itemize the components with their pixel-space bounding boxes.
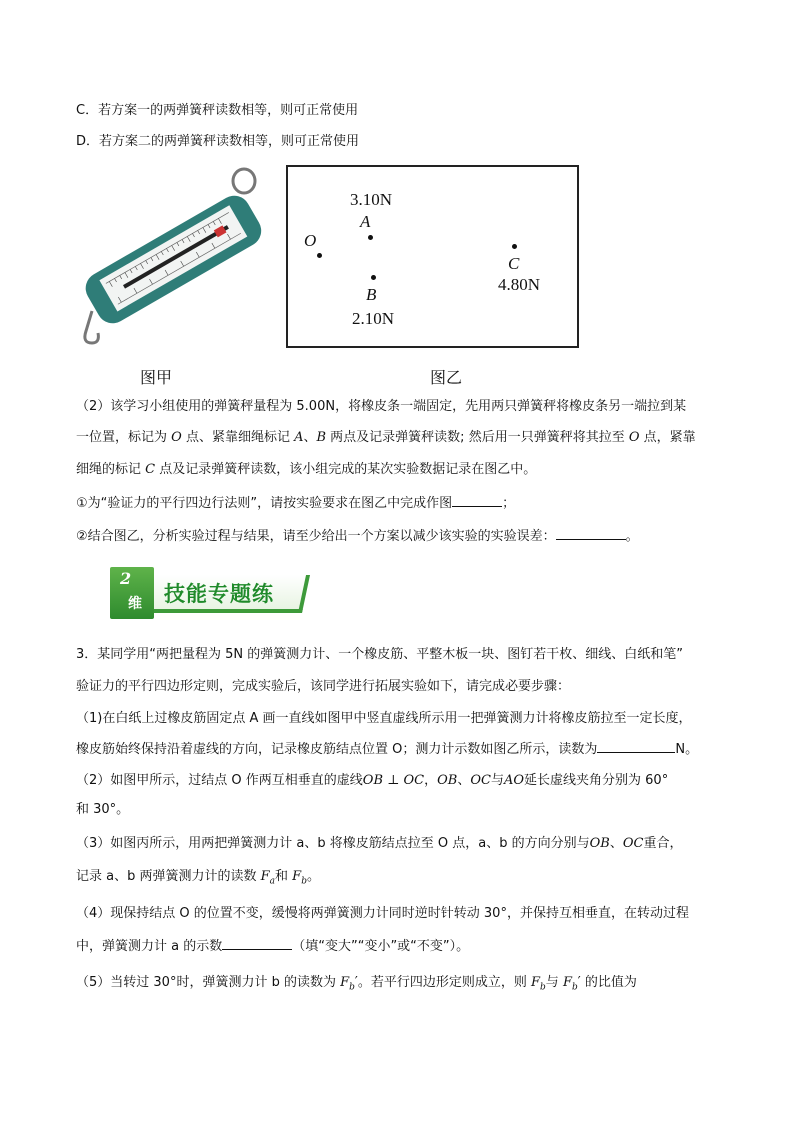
answer-blank[interactable] [222, 937, 292, 950]
q3-line-1: 3．某同学用“两把量程为 5N 的弹簧测力计、一个橡皮筋、平整木板一块、图钉若干枚、细线、白纸和笔” [76, 647, 684, 662]
q3-step-1b: 橡皮筋始终保持沿着虚线的方向，记录橡皮筋结点位置 O；测力计示数如图乙所示，读数为 N。 [76, 742, 699, 757]
point-b-dot [371, 275, 376, 280]
q2-line-2: 一位置，标记为 O 点、紧靠细绳标记 A、B 两点及记录弹簧秤读数; 然后用一只弹簧秤将其拉至 O 点，紧靠 [76, 430, 696, 445]
answer-blank[interactable] [597, 740, 675, 753]
q2-sub-2: ②结合图乙，分析实验过程与结果，请至少给出一个方案以减少该实验的实验误差： 。 [76, 529, 639, 544]
point-o-dot [317, 253, 322, 258]
q2-line-3: 细绳的标记 C 点及记录弹簧秤读数，该小组完成的某次实验数据记录在图乙中。 [76, 462, 537, 477]
answer-blank[interactable] [452, 494, 502, 507]
point-a-label: A [360, 212, 371, 231]
q3-line-2: 验证力的平行四边形定则，完成实验后，该同学进行拓展实验如下，请完成必要步骤： [76, 679, 571, 694]
option-c: C．若方案一的两弹簧秤读数相等，则可正常使用 [76, 103, 359, 118]
point-a-dot [368, 235, 373, 240]
figure-b-box [286, 165, 579, 348]
q2-sub-1: ①为“验证力的平行四边行法则”，请按实验要求在图乙中完成作图 ； [76, 496, 516, 511]
banner-badge: 2 维 [110, 567, 154, 619]
q3-step-3a: （3）如图丙所示，用两把弹簧测力计 a、b 将橡皮筋结点拉至 O 点，a、b 的方向分别与OB、OC重合， [76, 836, 683, 851]
q3-step-3b: 记录 a、b 两弹簧测力计的读数 $F_a$和 $F_b$。 [76, 869, 320, 887]
q3-step-1a: （1)在白纸上过橡皮筋固定点 A 画一直线如图甲中竖直虚线所示用一把弹簧测力计将橡皮筋拉至一定长度， [76, 711, 692, 726]
point-c-label: C [508, 254, 520, 273]
q2-line-1: （2）该学习小组使用的弹簧秤量程为 5.00N，将橡皮条一端固定，先用两只弹簧秤将橡皮条另一端拉到某 [76, 399, 687, 414]
q3-step-2a: （2）如图甲所示，过结点 O 作两互相垂直的虚线OB ⊥ OC，OB、OC与AO延长虚线夹角分别为 60° [76, 773, 669, 788]
force-c-value: 4.80N [498, 275, 541, 294]
spring-scale-image [72, 163, 262, 348]
caption-fig-a: 图甲 [140, 368, 173, 387]
force-b-value: 2.10N [352, 309, 395, 328]
point-o-label: O [304, 231, 317, 250]
q3-step-4a: （4）现保持结点 O 的位置不变，缓慢将两弹簧测力计同时逆时针转动 30°，并保持互相垂直，在转动过程 [76, 906, 689, 921]
answer-blank[interactable] [556, 527, 626, 540]
point-b-label: B [366, 285, 377, 304]
point-c-dot [512, 244, 517, 249]
q3-step-5: （5）当转过 30°时，弹簧测力计 b 的读数为 $F_b'$。若平行四边形定则成立，则 $F_b$与 $F_b'$ 的比值为 [76, 975, 637, 993]
banner-title: 技能专题练 [164, 582, 274, 606]
option-d: D．若方案二的两弹簧秤读数相等，则可正常使用 [76, 134, 360, 149]
force-a-value: 3.10N [350, 190, 393, 209]
caption-fig-b: 图乙 [430, 368, 463, 387]
section-banner [110, 567, 310, 619]
q3-step-4b: 中，弹簧测力计 a 的示数 （填“变大”“变小”或“不变”）。 [76, 939, 470, 954]
q3-step-2b: 和 30°。 [76, 802, 130, 817]
